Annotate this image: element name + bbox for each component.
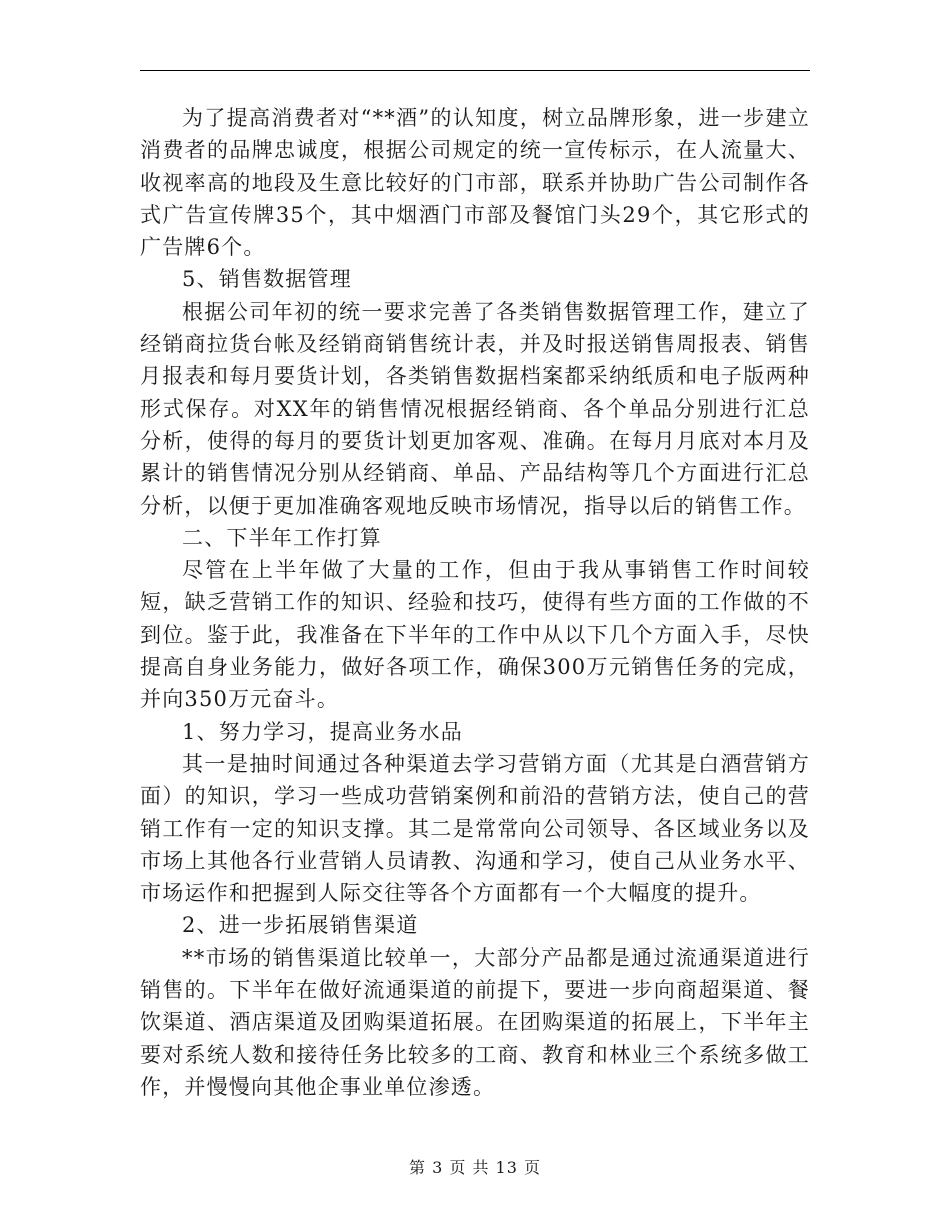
heading-expand-channels: 2、进一步拓展销售渠道	[182, 913, 419, 938]
footer-middle: 页 共	[449, 1158, 490, 1177]
paragraph-expand-channels: **市场的销售渠道比较单一，大部分产品都是通过流通渠道进行销售的。下半年在做好流通渠道的前提下，要进一步向商超渠道、餐饮渠道、酒店渠道及团购渠道拓展。在团购渠道的拓展上，下半年主要对系统人数和接待任务比较多的工商、教育和林业三个系统多做工作，并慢慢向其他企事业单位渗透。	[140, 945, 810, 1099]
current-page-number: 3	[432, 1158, 444, 1177]
paragraph-second-half-plan: 尽管在上半年做了大量的工作，但由于我从事销售工作时间较短，缺乏营销工作的知识、经验和技巧，使得有些方面的工作做的不到位。鉴于此，我准备在下半年的工作中从以下几个方面入手，尽快提高自身业务能力，做好各项工作，确保300万元销售任务的完成，并向350万元奋斗。	[140, 558, 810, 712]
footer-prefix: 第	[408, 1158, 426, 1177]
paragraph-sales-data: 根据公司年初的统一要求完善了各类销售数据管理工作，建立了经销商拉货台帐及经销商销售统计表，并及时报送销售周报表、销售月报表和每月要货计划，各类销售数据档案都采纳纸质和电子版两种形式保存。对XX年的销售情况根据经销商、各个单品分别进行汇总分析，使得的每月的要货计划更加客观、准确。在每月月底对本月及累计的销售情况分别从经销商、单品、产品结构等几个方面进行汇总分析，以便于更加准确客观地反映市场情况，指导以后的销售工作。	[140, 299, 810, 518]
page-footer	[0, 1155, 950, 1178]
paragraph-study: 其一是抽时间通过各种渠道去学习营销方面（尤其是白酒营销方面）的知识，学习一些成功营销案例和前沿的营销方法，使自己的营销工作有一定的知识支撑。其二是常常向公司领导、各区域业务以及市场上其他各行业营销人员请教、沟通和学习，使自己从业务水平、市场运作和把握到人际交往等各个方面都有一个大幅度的提升。	[140, 751, 810, 906]
header-rule	[140, 70, 810, 71]
document-body	[140, 102, 810, 1103]
footer-suffix: 页	[524, 1158, 542, 1177]
heading-study: 1、努力学习，提高业务水品	[182, 719, 463, 744]
heading-sales-data-management: 5、销售数据管理	[182, 267, 352, 292]
total-page-count: 13	[495, 1158, 518, 1177]
heading-second-half-plan: 二、下半年工作打算	[182, 525, 382, 550]
paragraph-advertising: 为了提高消费者对“**酒”的认知度，树立品牌形象，进一步建立消费者的品牌忠诚度，根据公司规定的统一宣传标示，在人流量大、收视率高的地段及生意比较好的门市部，联系并协助广告公司制作各式广告宣传牌35个，其中烟酒门市部及餐馆门头29个，其它形式的广告牌6个。	[140, 106, 810, 260]
